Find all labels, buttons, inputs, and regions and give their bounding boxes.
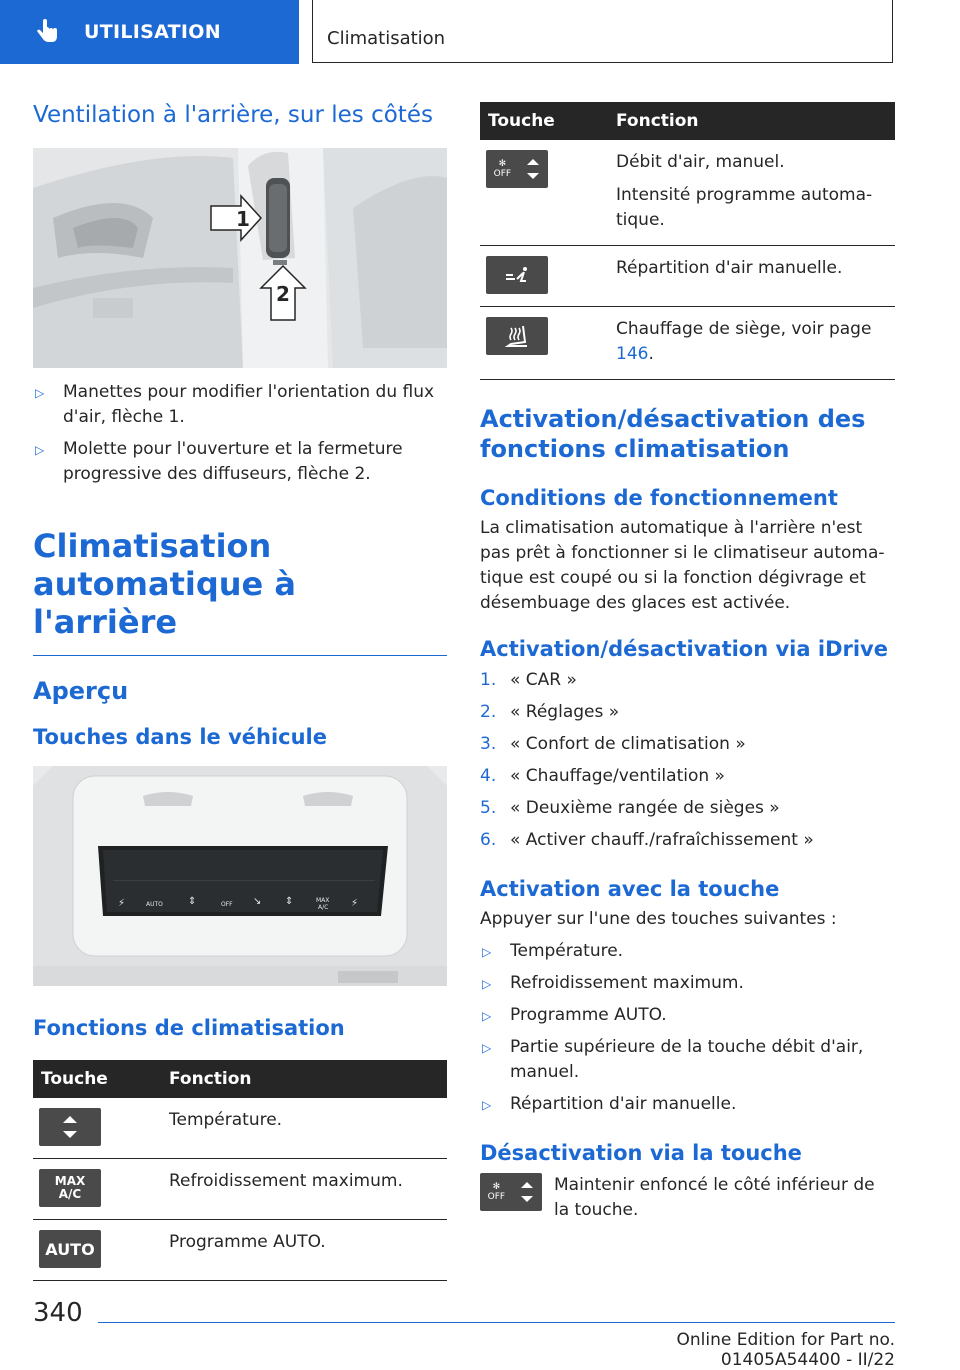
fan-icon: ✻	[492, 1182, 501, 1192]
page-link[interactable]: 146	[616, 344, 649, 364]
list-item: ▷ Partie supérieure de la touche débit d'air, manuel.	[482, 1037, 864, 1082]
right-column	[480, 102, 895, 1223]
apercu-title: Aperçu	[33, 677, 129, 706]
temperature-arrows-icon	[60, 1114, 80, 1140]
svg-text:⇕: ⇕	[188, 896, 197, 908]
table-cell: Débit d'air, manuel.	[616, 152, 785, 172]
footer-divider	[98, 1322, 895, 1323]
ac-label: A/C	[58, 1187, 82, 1202]
list-item: 4. « Chauffage/ventilation »	[480, 766, 725, 786]
fan-off-icon	[520, 1180, 534, 1204]
arrow-label-2: 2	[276, 282, 290, 306]
touche-text: Appuyer sur l'une des touches suivantes :	[480, 909, 837, 929]
table-cell: Répartition d'air manuelle.	[608, 246, 895, 307]
vent-bullets	[33, 380, 447, 487]
auto-icon	[39, 1230, 101, 1268]
footer-edition: Online Edition for Part no. 01405A54400 - II/22	[676, 1330, 895, 1370]
functions-table-left	[33, 1060, 447, 1281]
fan-off-icon	[526, 157, 540, 181]
section-tab[interactable]	[0, 0, 299, 64]
bullet-triangle-icon: ▷	[482, 945, 492, 959]
vent-title: Ventilation à l'arrière, sur les côtés	[33, 102, 433, 128]
climate-title: Climatisation automatique à l'arrière	[33, 527, 296, 641]
functions-table-right	[480, 102, 895, 380]
desact-text: Maintenir enfoncé le côté inférieur de la touche.	[554, 1175, 875, 1220]
list-item: ▷ Refroidissement maximum.	[480, 971, 895, 996]
bullet-triangle-icon: ▷	[482, 1098, 492, 1112]
touche-title: Activation avec la touche	[480, 877, 780, 901]
bullet-triangle-icon: ▷	[35, 386, 45, 400]
max-ac-icon	[39, 1169, 101, 1207]
bullet-triangle-icon: ▷	[482, 977, 492, 991]
table-cell: Chauffage de siège, voir page	[616, 319, 872, 339]
fan-icon: ✻	[498, 159, 507, 169]
svg-text:⚡: ⚡	[118, 898, 126, 910]
panel-max-label: MAX	[316, 897, 330, 905]
list-item: 6. « Activer chauff./rafraîchissement »	[480, 830, 814, 850]
section-title: UTILISATION	[84, 21, 221, 43]
table-cell: Refroidissement maximum.	[161, 1159, 447, 1220]
column-header-fonction: Fonction	[161, 1060, 447, 1098]
table-row	[33, 1220, 447, 1281]
panel-off-label: OFF	[221, 901, 233, 909]
conditions-text: La climatisation automatique à l'arrière n'est pas prêt à fonctionner si le climatiseur automa-tique est coupé ou si la fonction dégivrage et désembuage des glaces est activée.	[480, 518, 885, 613]
svg-text:↘: ↘	[253, 896, 262, 908]
hand-pointer-icon	[34, 19, 60, 45]
list-item: ▷ Manettes pour modifier l'orientation du flux d'air, flèche 1.	[35, 382, 435, 427]
temperature-key	[39, 1108, 101, 1146]
idrive-steps	[480, 668, 895, 853]
bullet-triangle-icon: ▷	[482, 1009, 492, 1023]
panel-auto-label: AUTO	[146, 901, 163, 909]
list-item: ▷ Répartition d'air manuelle.	[480, 1092, 895, 1117]
fan-off-key	[486, 150, 548, 188]
desact-title: Désactivation via la touche	[480, 1141, 802, 1165]
svg-text:⇕: ⇕	[285, 896, 294, 908]
table-cell: Intensité programme automa-tique.	[616, 185, 873, 230]
touches-title: Touches dans le véhicule	[33, 725, 327, 750]
chapter-tab[interactable]	[312, 0, 893, 63]
table-row	[33, 1098, 447, 1159]
table-row	[33, 1159, 447, 1220]
air-distribution-icon	[486, 256, 548, 294]
chapter-title: Climatisation	[327, 28, 446, 49]
table-row	[480, 246, 895, 307]
auto-label: AUTO	[45, 1239, 95, 1259]
title-divider	[33, 655, 447, 656]
desact-row	[480, 1173, 895, 1223]
arrow-label-1: 1	[236, 207, 250, 231]
list-item: 5. « Deuxième rangée de sièges »	[480, 798, 780, 818]
conditions-title: Conditions de fonctionnement	[480, 486, 838, 510]
list-item: 3. « Confort de climatisation »	[480, 734, 746, 754]
list-item: ▷ Molette pour l'ouverture et la fermeture progressive des diffuseurs, flèche 2.	[35, 439, 403, 484]
rear-vent-illustration	[33, 148, 447, 368]
bullet-triangle-icon: ▷	[482, 1041, 492, 1055]
left-column	[33, 100, 447, 1281]
fonctions-title: Fonctions de climatisation	[33, 1016, 345, 1041]
seat-heating-icon	[486, 317, 548, 355]
column-header-touche: Touche	[480, 102, 608, 140]
column-header-fonction: Fonction	[608, 102, 895, 140]
rear-vent-photo	[33, 148, 447, 368]
rear-climate-panel-illustration	[33, 766, 447, 986]
panel-ac-label: A/C	[318, 904, 329, 912]
list-item: 1. « CAR »	[480, 670, 577, 690]
list-item: ▷ Température.	[480, 939, 895, 964]
idrive-title: Activation/désactivation via iDrive	[480, 637, 888, 661]
column-header-touche: Touche	[33, 1060, 161, 1098]
rear-panel-photo	[33, 766, 447, 986]
svg-text:⚡: ⚡	[351, 898, 359, 910]
activation-title: Activation/désactivation des fonctions climatisation	[480, 405, 866, 463]
bullet-triangle-icon: ▷	[35, 443, 45, 457]
touche-bullets	[480, 939, 895, 1117]
table-cell: Programme AUTO.	[161, 1220, 447, 1281]
table-row: Chauffage de siège, voir page 146.	[480, 307, 895, 380]
list-item: ▷ Programme AUTO.	[480, 1003, 895, 1028]
list-item: 2. « Réglages »	[480, 702, 620, 722]
fan-off-key	[480, 1173, 542, 1211]
page-number: 340	[33, 1298, 83, 1328]
table-cell: Température.	[161, 1098, 447, 1159]
fan-off-label: OFF	[487, 1192, 506, 1202]
max-label: MAX	[54, 1174, 86, 1189]
fan-off-label: OFF	[493, 169, 512, 179]
table-row	[480, 140, 895, 246]
